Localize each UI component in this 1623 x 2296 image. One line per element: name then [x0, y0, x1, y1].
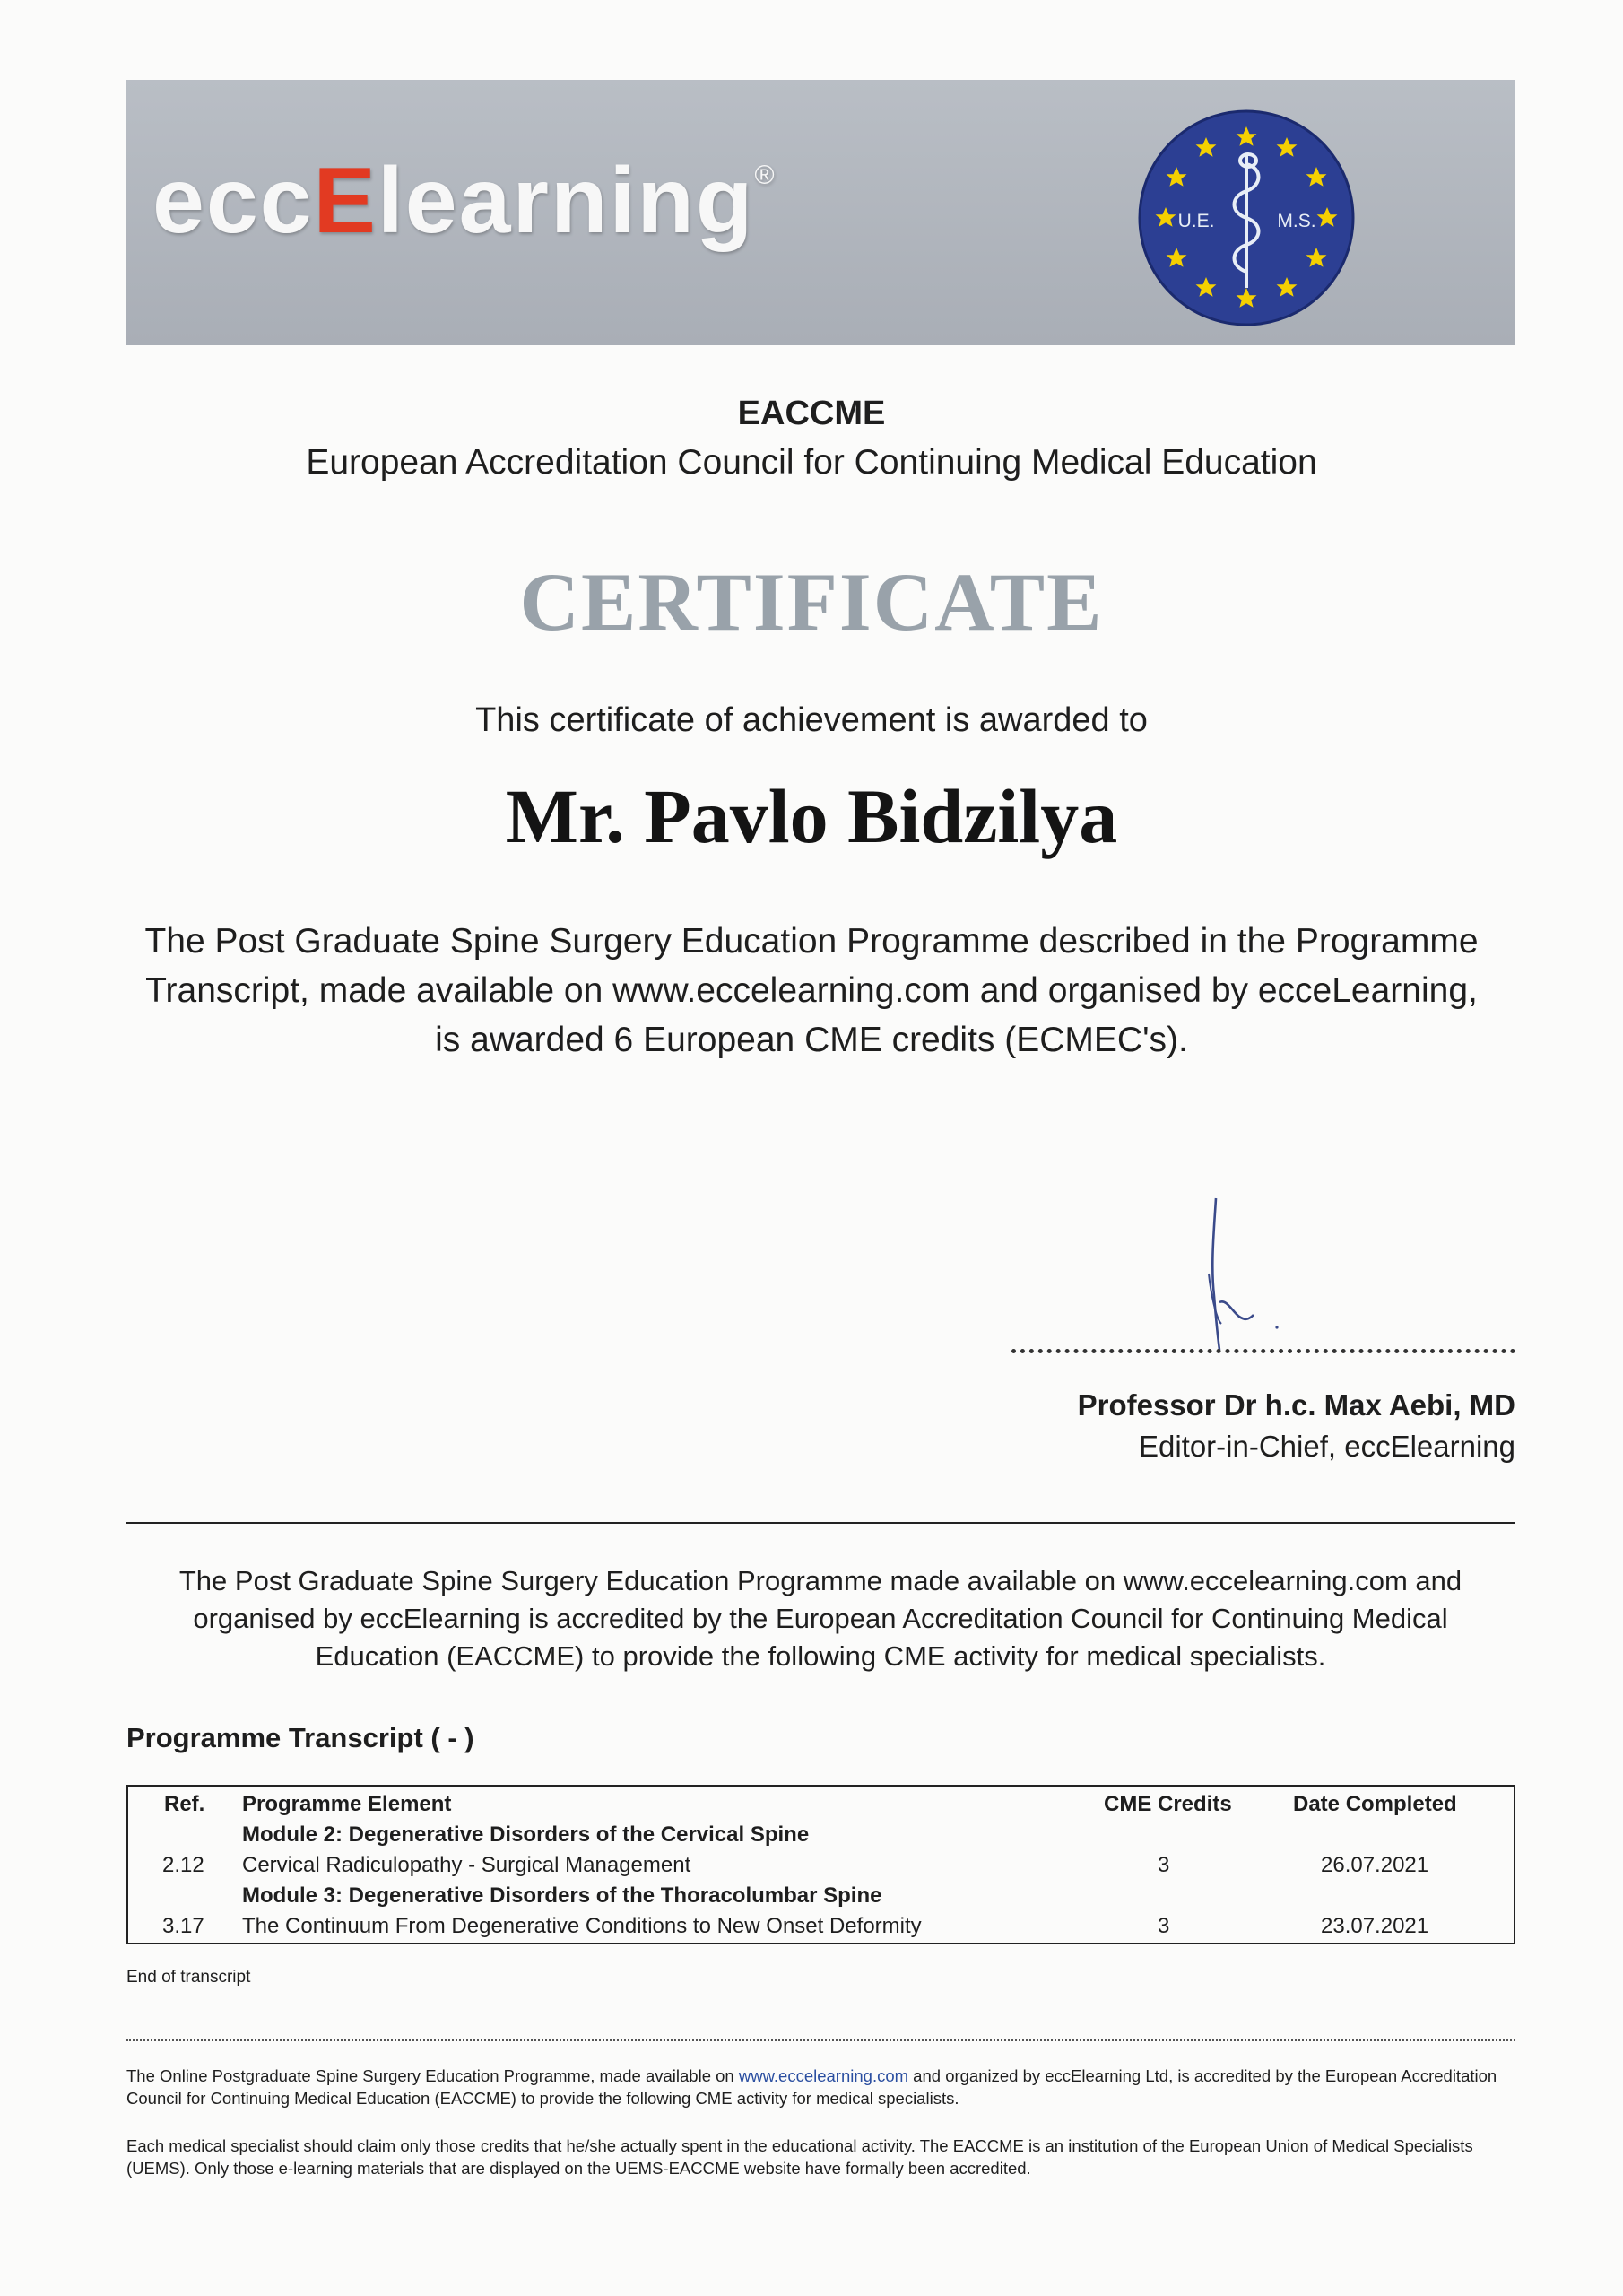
- row-ref: 3.17: [162, 1914, 204, 1938]
- header-ref: Ref.: [164, 1792, 205, 1816]
- certificate-description: The Post Graduate Spine Surgery Education Programme described in the Programme Transcript, made available on www.eccelearning.com and organised by ecceLearning, is awarded 6 European CME credits (ECMEC's).: [144, 922, 1479, 1059]
- footer-divider: [126, 2039, 1515, 2041]
- accreditation-statement: The Post Graduate Spine Surgery Education Programme made available on www.eccelearning.com and organised by eccElearning is accredited by the European Accreditation Council for Continuing Medical Education (EACCME) to provide the following CME activity for medical specialists.: [178, 1565, 1462, 1672]
- row-credits: 3: [1158, 1914, 1170, 1938]
- signer-name: Professor Dr h.c. Max Aebi, MD: [1077, 1388, 1515, 1422]
- header-element: Programme Element: [242, 1792, 452, 1816]
- awarded-text: This certificate of achievement is awarded to: [475, 701, 1148, 739]
- svg-text:U.E.: U.E.: [1177, 211, 1215, 231]
- transcript-title: Programme Transcript ( - ): [126, 1722, 474, 1753]
- row-element: Cervical Radiculopathy - Surgical Management: [242, 1853, 691, 1877]
- org-full-name: European Accreditation Council for Continuing Medical Education: [306, 443, 1317, 482]
- uems-emblem-icon: [1137, 109, 1356, 327]
- org-short-name: EACCME: [737, 395, 886, 432]
- svg-text:M.S.: M.S.: [1277, 211, 1316, 231]
- row-ref: 2.12: [162, 1853, 204, 1877]
- handwritten-signature: [1184, 1193, 1327, 1354]
- footer-paragraph-2: Each medical specialist should claim only those credits that he/she actually spent in the educational activity. The EACCME is an institution of the European Union of Medical Specialists (UEMS). Only those e-learning materials that are displayed on the UEMS-EACCME website have formally been accredited.: [126, 2136, 1473, 2178]
- end-of-transcript: End of transcript: [126, 1968, 251, 1987]
- recipient-name: Mr. Pavlo Bidzilya: [505, 773, 1118, 859]
- row-credits: 3: [1158, 1853, 1170, 1877]
- module-title: Module 3: Degenerative Disorders of the Thoracolumbar Spine: [242, 1883, 882, 1908]
- transcript-table: [126, 1785, 1515, 1944]
- row-date: 23.07.2021: [1321, 1914, 1429, 1938]
- footer-paragraph-1: The Online Postgraduate Spine Surgery Education Programme, made available on www.eccelearning.com and organized by eccElearning Ltd, is accredited by the European Accreditation Council for Continuing Medical Education (EACCME) to provide the following CME activity for medical specialists.: [126, 2066, 1497, 2108]
- header-date: Date Completed: [1293, 1792, 1457, 1816]
- signature-line: [1011, 1349, 1515, 1353]
- row-date: 26.07.2021: [1321, 1853, 1429, 1877]
- website-link[interactable]: www.eccelearning.com: [738, 2066, 909, 2085]
- row-element: The Continuum From Degenerative Conditions to New Onset Deformity: [242, 1914, 922, 1938]
- header-credits: CME Credits: [1104, 1792, 1232, 1816]
- module-title: Module 2: Degenerative Disorders of the Cervical Spine: [242, 1822, 810, 1847]
- eccelearning-logo: eccElearning®: [152, 149, 777, 253]
- signer-title: Editor-in-Chief, eccElearning: [1138, 1430, 1515, 1463]
- section-divider: [126, 1522, 1515, 1524]
- certificate-title: CERTIFICATE: [519, 556, 1104, 648]
